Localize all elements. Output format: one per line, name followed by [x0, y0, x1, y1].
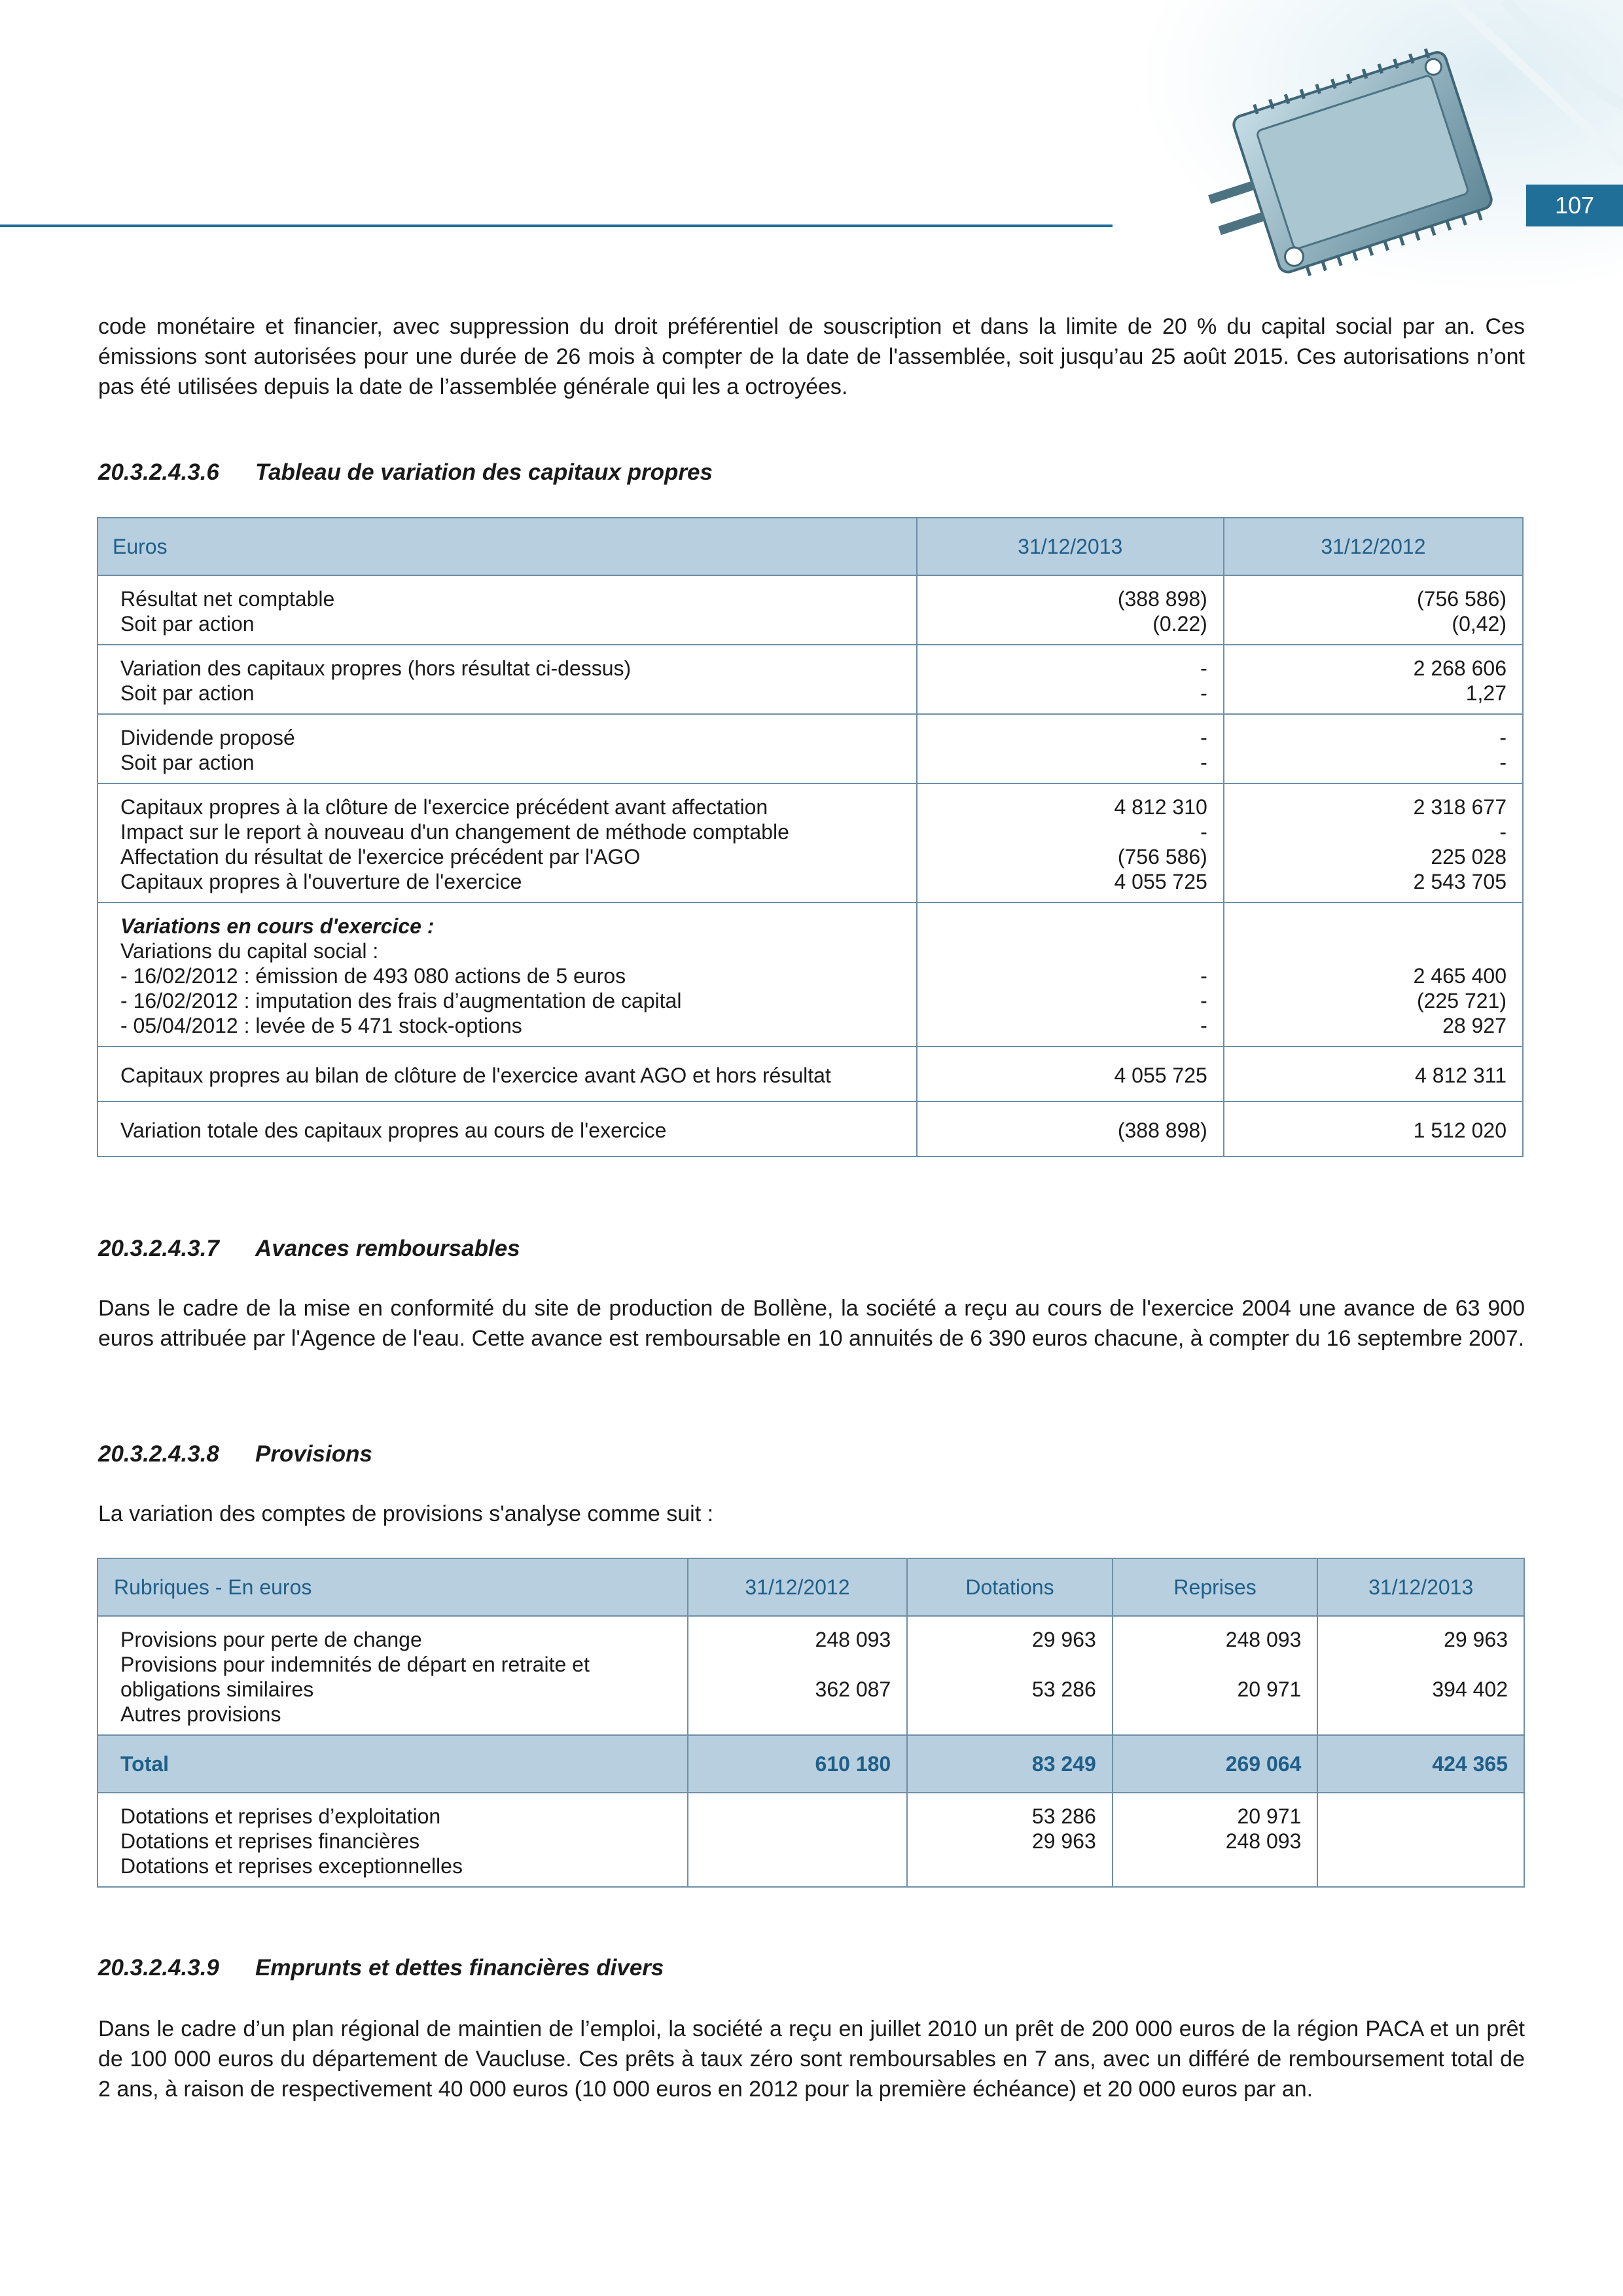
total-label: Total	[98, 1735, 688, 1793]
row-label: Impact sur le report à nouveau d'un changement de méthode comptable	[120, 820, 789, 844]
row-label: obligations similaires	[120, 1677, 314, 1701]
column-header: 31/12/2013	[917, 518, 1224, 575]
section-heading-emprunts	[98, 1955, 664, 1981]
cell-value: -	[1200, 751, 1207, 774]
row-label: Provisions pour perte de change	[120, 1628, 422, 1651]
row-label: Résultat net comptable	[120, 587, 335, 611]
cell-value: -	[1200, 820, 1207, 844]
section-title: Avances remboursables	[255, 1236, 520, 1261]
row-label: - 16/02/2012 : imputation des frais d’augmentation de capital	[120, 989, 682, 1013]
row-label: Dotations et reprises exceptionnelles	[120, 1854, 463, 1878]
row-label: Capitaux propres à l'ouverture de l'exercice	[120, 870, 522, 893]
cell-value	[921, 1652, 1096, 1677]
cell-value: -	[1200, 964, 1207, 988]
cell-value: (756 586)	[1417, 587, 1507, 611]
row-label: - 16/02/2012 : émission de 493 080 actions de 5 euros	[120, 964, 626, 988]
table-row	[98, 903, 1523, 1047]
component-illustration	[1113, 0, 1623, 308]
row-label: Variations du capital social :	[120, 939, 379, 963]
cell-value: -	[1200, 681, 1207, 705]
row-label: - 05/04/2012 : levée de 5 471 stock-options	[120, 1014, 522, 1037]
row-label: Dotations et reprises d’exploitation	[120, 1804, 441, 1828]
column-header: Euros	[98, 518, 917, 575]
cell-value	[921, 1854, 1096, 1878]
row-label: Capitaux propres à la clôture de l'exercice précédent avant affectation	[120, 795, 768, 819]
total-value: 610 180	[688, 1735, 908, 1793]
section-heading-provisions	[98, 1441, 372, 1467]
cell-value	[702, 1702, 891, 1727]
page-number: 107	[1526, 185, 1623, 226]
total-value: 83 249	[907, 1735, 1113, 1793]
cell-value: 2 543 705	[1413, 870, 1507, 893]
total-value: 269 064	[1113, 1735, 1318, 1793]
total-value: 424 365	[1317, 1735, 1524, 1793]
table-row	[98, 1616, 1524, 1735]
cell-value: 53 286	[1031, 1804, 1096, 1828]
cell-value	[1331, 1652, 1508, 1677]
cell-value: 394 402	[1432, 1677, 1508, 1701]
cell-value	[931, 914, 1207, 939]
equity-variation-table	[97, 517, 1524, 1157]
cell-value: 2 318 677	[1413, 795, 1507, 819]
total-row	[98, 1735, 1524, 1793]
cell-value: -	[1499, 726, 1507, 749]
section-number: 20.3.2.4.3.6	[98, 459, 219, 485]
row-label-emphasis: Variations en cours d'exercice :	[120, 914, 435, 938]
row-label: Variation totale des capitaux propres au cours de l'exercice	[120, 1119, 667, 1142]
table-row	[98, 645, 1523, 714]
cell-value: -	[1200, 1014, 1207, 1037]
cell-value: 248 093	[1225, 1829, 1302, 1853]
cell-value: 29 963	[1031, 1628, 1096, 1651]
section-number: 20.3.2.4.3.7	[98, 1236, 219, 1261]
table-header-row	[98, 518, 1523, 575]
column-header: Rubriques - En euros	[98, 1558, 688, 1616]
cell-value: -	[1499, 820, 1507, 844]
section-title: Tableau de variation des capitaux propres	[255, 459, 713, 485]
cell-value: 29 963	[1031, 1829, 1096, 1853]
column-header: 31/12/2013	[1317, 1558, 1524, 1616]
cell-value: -	[1499, 751, 1507, 774]
section-number: 20.3.2.4.3.8	[98, 1441, 219, 1467]
row-label: Dotations et reprises financières	[120, 1829, 420, 1853]
cell-value: -	[1200, 989, 1207, 1013]
cell-value: 2 465 400	[1413, 964, 1507, 988]
cell-value: 248 093	[815, 1628, 891, 1651]
cell-value: 2 268 606	[1413, 656, 1507, 680]
cell-value: 4 055 725	[1114, 1064, 1207, 1087]
column-header: 31/12/2012	[1224, 518, 1523, 575]
header-rule	[0, 224, 1113, 227]
table-row	[98, 783, 1523, 903]
cell-value	[1126, 1702, 1302, 1727]
row-label: Affectation du résultat de l'exercice précédent par l'AGO	[120, 845, 641, 869]
provisions-intro: La variation des comptes de provisions s'analyse comme suit :	[98, 1501, 714, 1526]
table-header-row	[98, 1558, 1524, 1616]
cell-value: 4 055 725	[1114, 870, 1207, 893]
row-label: Capitaux propres au bilan de clôture de l'exercice avant AGO et hors résultat	[120, 1064, 831, 1087]
cell-value: 4 812 310	[1114, 795, 1207, 819]
section-title: Emprunts et dettes financières divers	[255, 1955, 664, 1981]
section-heading-avances	[98, 1236, 520, 1262]
cell-value: 53 286	[1031, 1677, 1096, 1701]
table-row	[98, 1793, 1524, 1887]
section-number: 20.3.2.4.3.9	[98, 1955, 219, 1981]
cell-value: 248 093	[1225, 1628, 1302, 1651]
cell-value: 1 512 020	[1413, 1119, 1507, 1142]
row-label: Soit par action	[120, 612, 255, 636]
cell-value: 225 028	[1431, 845, 1507, 869]
section-heading-capitaux	[98, 459, 713, 486]
section-title: Provisions	[255, 1441, 372, 1467]
cell-value: -	[1200, 726, 1207, 749]
row-label: Provisions pour indemnités de départ en retraite et	[120, 1653, 590, 1676]
row-label: Soit par action	[120, 751, 255, 774]
cell-value: 29 963	[1444, 1628, 1508, 1651]
avances-paragraph: Dans le cadre de la mise en conformité du site de production de Bollène, la société a reçu au cours de l'exercice 2004 une avance de 63 900 euros attribuée par l'Agence de l'eau. Cette avance est remboursable en 10 annuités de 6 390 euros chacune, à compter du 16 septembre 2007.	[98, 1296, 1525, 1351]
table-row	[98, 714, 1523, 783]
cell-value: (756 586)	[1117, 845, 1207, 869]
cell-value	[1126, 1854, 1302, 1878]
row-label: Variation des capitaux propres (hors résultat ci-dessus)	[120, 656, 632, 680]
emprunts-paragraph: Dans le cadre d’un plan régional de maintien de l’emploi, la société a reçu en juillet 2010 un prêt de 200 000 euros de la région PACA et un prêt de 100 000 euros du département de Vaucluse. Ces prêts à taux zéro sont remboursables en 7 ans, avec un différé de remboursement total de 2 ans, à raison de respectivement 40 000 euros (10 000 euros en 2012 pour la première échéance) et 20 000 euros par an.	[98, 2017, 1525, 2102]
intro-paragraph: code monétaire et financier, avec suppression du droit préférentiel de souscription et dans la limite de 20 % du capital social par an. Ces émissions sont autorisées pour une durée de 26 mois à compter de la date de l'assemblée, soit jusqu’au 25 août 2015. Ces autorisations n’ont pas été utilisées depuis la date de l’assemblée générale qui les a octroyées.	[98, 314, 1525, 399]
cell-value: (225 721)	[1417, 989, 1507, 1013]
cell-value: 20 971	[1237, 1804, 1302, 1828]
cell-value: (388 898)	[1117, 1119, 1207, 1142]
table-row	[98, 1047, 1523, 1102]
table-row	[98, 575, 1523, 645]
cell-value	[921, 1702, 1096, 1727]
row-label: Autres provisions	[120, 1702, 281, 1726]
cell-value: 4 812 311	[1415, 1064, 1507, 1087]
cell-value	[1126, 1652, 1302, 1677]
column-header: Reprises	[1113, 1558, 1318, 1616]
row-label: Dividende proposé	[120, 726, 295, 749]
cell-value	[931, 939, 1207, 963]
cell-value: 1,27	[1465, 681, 1507, 705]
cell-value: 28 927	[1442, 1014, 1507, 1037]
cell-value	[1238, 939, 1507, 963]
cell-value	[702, 1652, 891, 1677]
cell-value: (0.22)	[1152, 612, 1207, 636]
table-row	[98, 1102, 1523, 1157]
row-label: Soit par action	[120, 681, 255, 705]
cell-value	[1331, 1702, 1508, 1727]
column-header: 31/12/2012	[688, 1558, 908, 1616]
cell-value	[1238, 914, 1507, 939]
cell-value: (388 898)	[1117, 587, 1207, 611]
column-header: Dotations	[907, 1558, 1113, 1616]
cell-value: 362 087	[815, 1677, 891, 1701]
provisions-table	[97, 1558, 1525, 1888]
cell-value: -	[1200, 656, 1207, 680]
cell-value: (0,42)	[1452, 612, 1507, 636]
cell-value: 20 971	[1237, 1677, 1302, 1701]
